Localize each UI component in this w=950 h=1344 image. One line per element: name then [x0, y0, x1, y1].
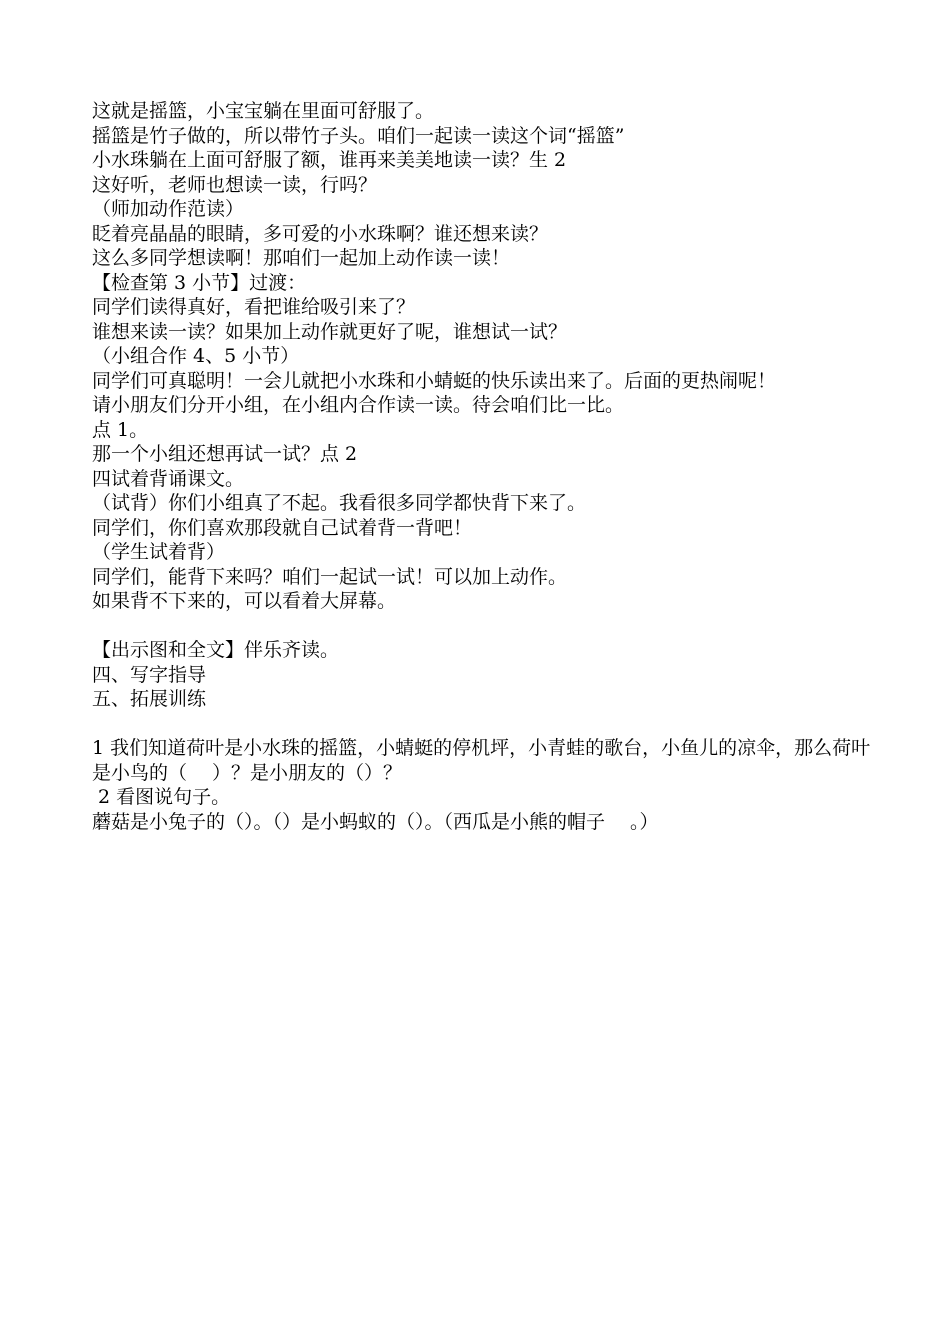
text-line: 如果背不下来的，可以看着大屏幕。	[92, 590, 397, 612]
section-heading: 四、写字指导	[92, 663, 207, 686]
text-line: （学生试着背）	[92, 541, 226, 563]
text-line: （小组合作 4、5 小节）	[92, 345, 300, 367]
section-heading: 【检查第 3 小节】过渡：	[92, 271, 307, 294]
text-line: 这好听，老师也想读一读，行吗？	[92, 173, 378, 196]
text-line: 同学们，你们喜欢那段就自己试着背一背吧！	[92, 516, 473, 539]
text-line: 四试着背诵课文。	[92, 467, 245, 490]
text-line: 眨着亮晶晶的眼睛，多可爱的小水珠啊？谁还想来读？	[92, 222, 549, 245]
text-line: 小水珠躺在上面可舒服了额，谁再来美美地读一读？生 2	[92, 149, 567, 171]
blank-line	[92, 712, 872, 737]
section-heading: 【出示图和全文】伴乐齐读。	[92, 639, 340, 661]
text-line: 点 1。	[92, 418, 149, 441]
text-line: 摇篮是竹子做的，所以带竹子头。咱们一起读一读这个词“摇篮”	[92, 124, 625, 147]
exercise-item: 1 我们知道荷叶是小水珠的摇篮，小蜻蜓的停机坪，小青蛙的歌台，小鱼儿的凉伞，那么荷叶是小鸟的（ ）？是小朋友的（）？	[92, 737, 871, 784]
document-body	[92, 99, 872, 834]
exercise-item: 蘑菇是小兔子的（）。（）是小蚂蚁的（）。（西瓜是小熊的帽子 。）	[92, 810, 659, 833]
text-line: （试背）你们小组真了不起。我看很多同学都快背下来了。	[92, 492, 587, 514]
text-line: 那一个小组还想再试一试？点 2	[92, 443, 358, 465]
exercise-item: 2 看图说句子。	[92, 786, 231, 808]
section-heading: 五、拓展训练	[92, 688, 207, 710]
text-line: 这么多同学想读啊！那咱们一起加上动作读一读！	[92, 247, 511, 269]
text-line: 这就是摇篮，小宝宝躺在里面可舒服了。	[92, 100, 435, 122]
text-line: 同学们，能背下来吗？咱们一起试一试！可以加上动作。	[92, 565, 568, 588]
text-line: 同学们读得真好，看把谁给吸引来了？	[92, 296, 416, 318]
text-line: （师加动作范读）	[92, 198, 245, 220]
text-line: 同学们可真聪明！一会儿就把小水珠和小蜻蜓的快乐读出来了。后面的更热闹呢！	[92, 369, 777, 392]
blank-line	[92, 614, 872, 639]
text-line: 谁想来读一读？如果加上动作就更好了呢，谁想试一试？	[92, 320, 568, 343]
text-line: 请小朋友们分开小组，在小组内合作读一读。待会咱们比一比。	[92, 394, 625, 416]
